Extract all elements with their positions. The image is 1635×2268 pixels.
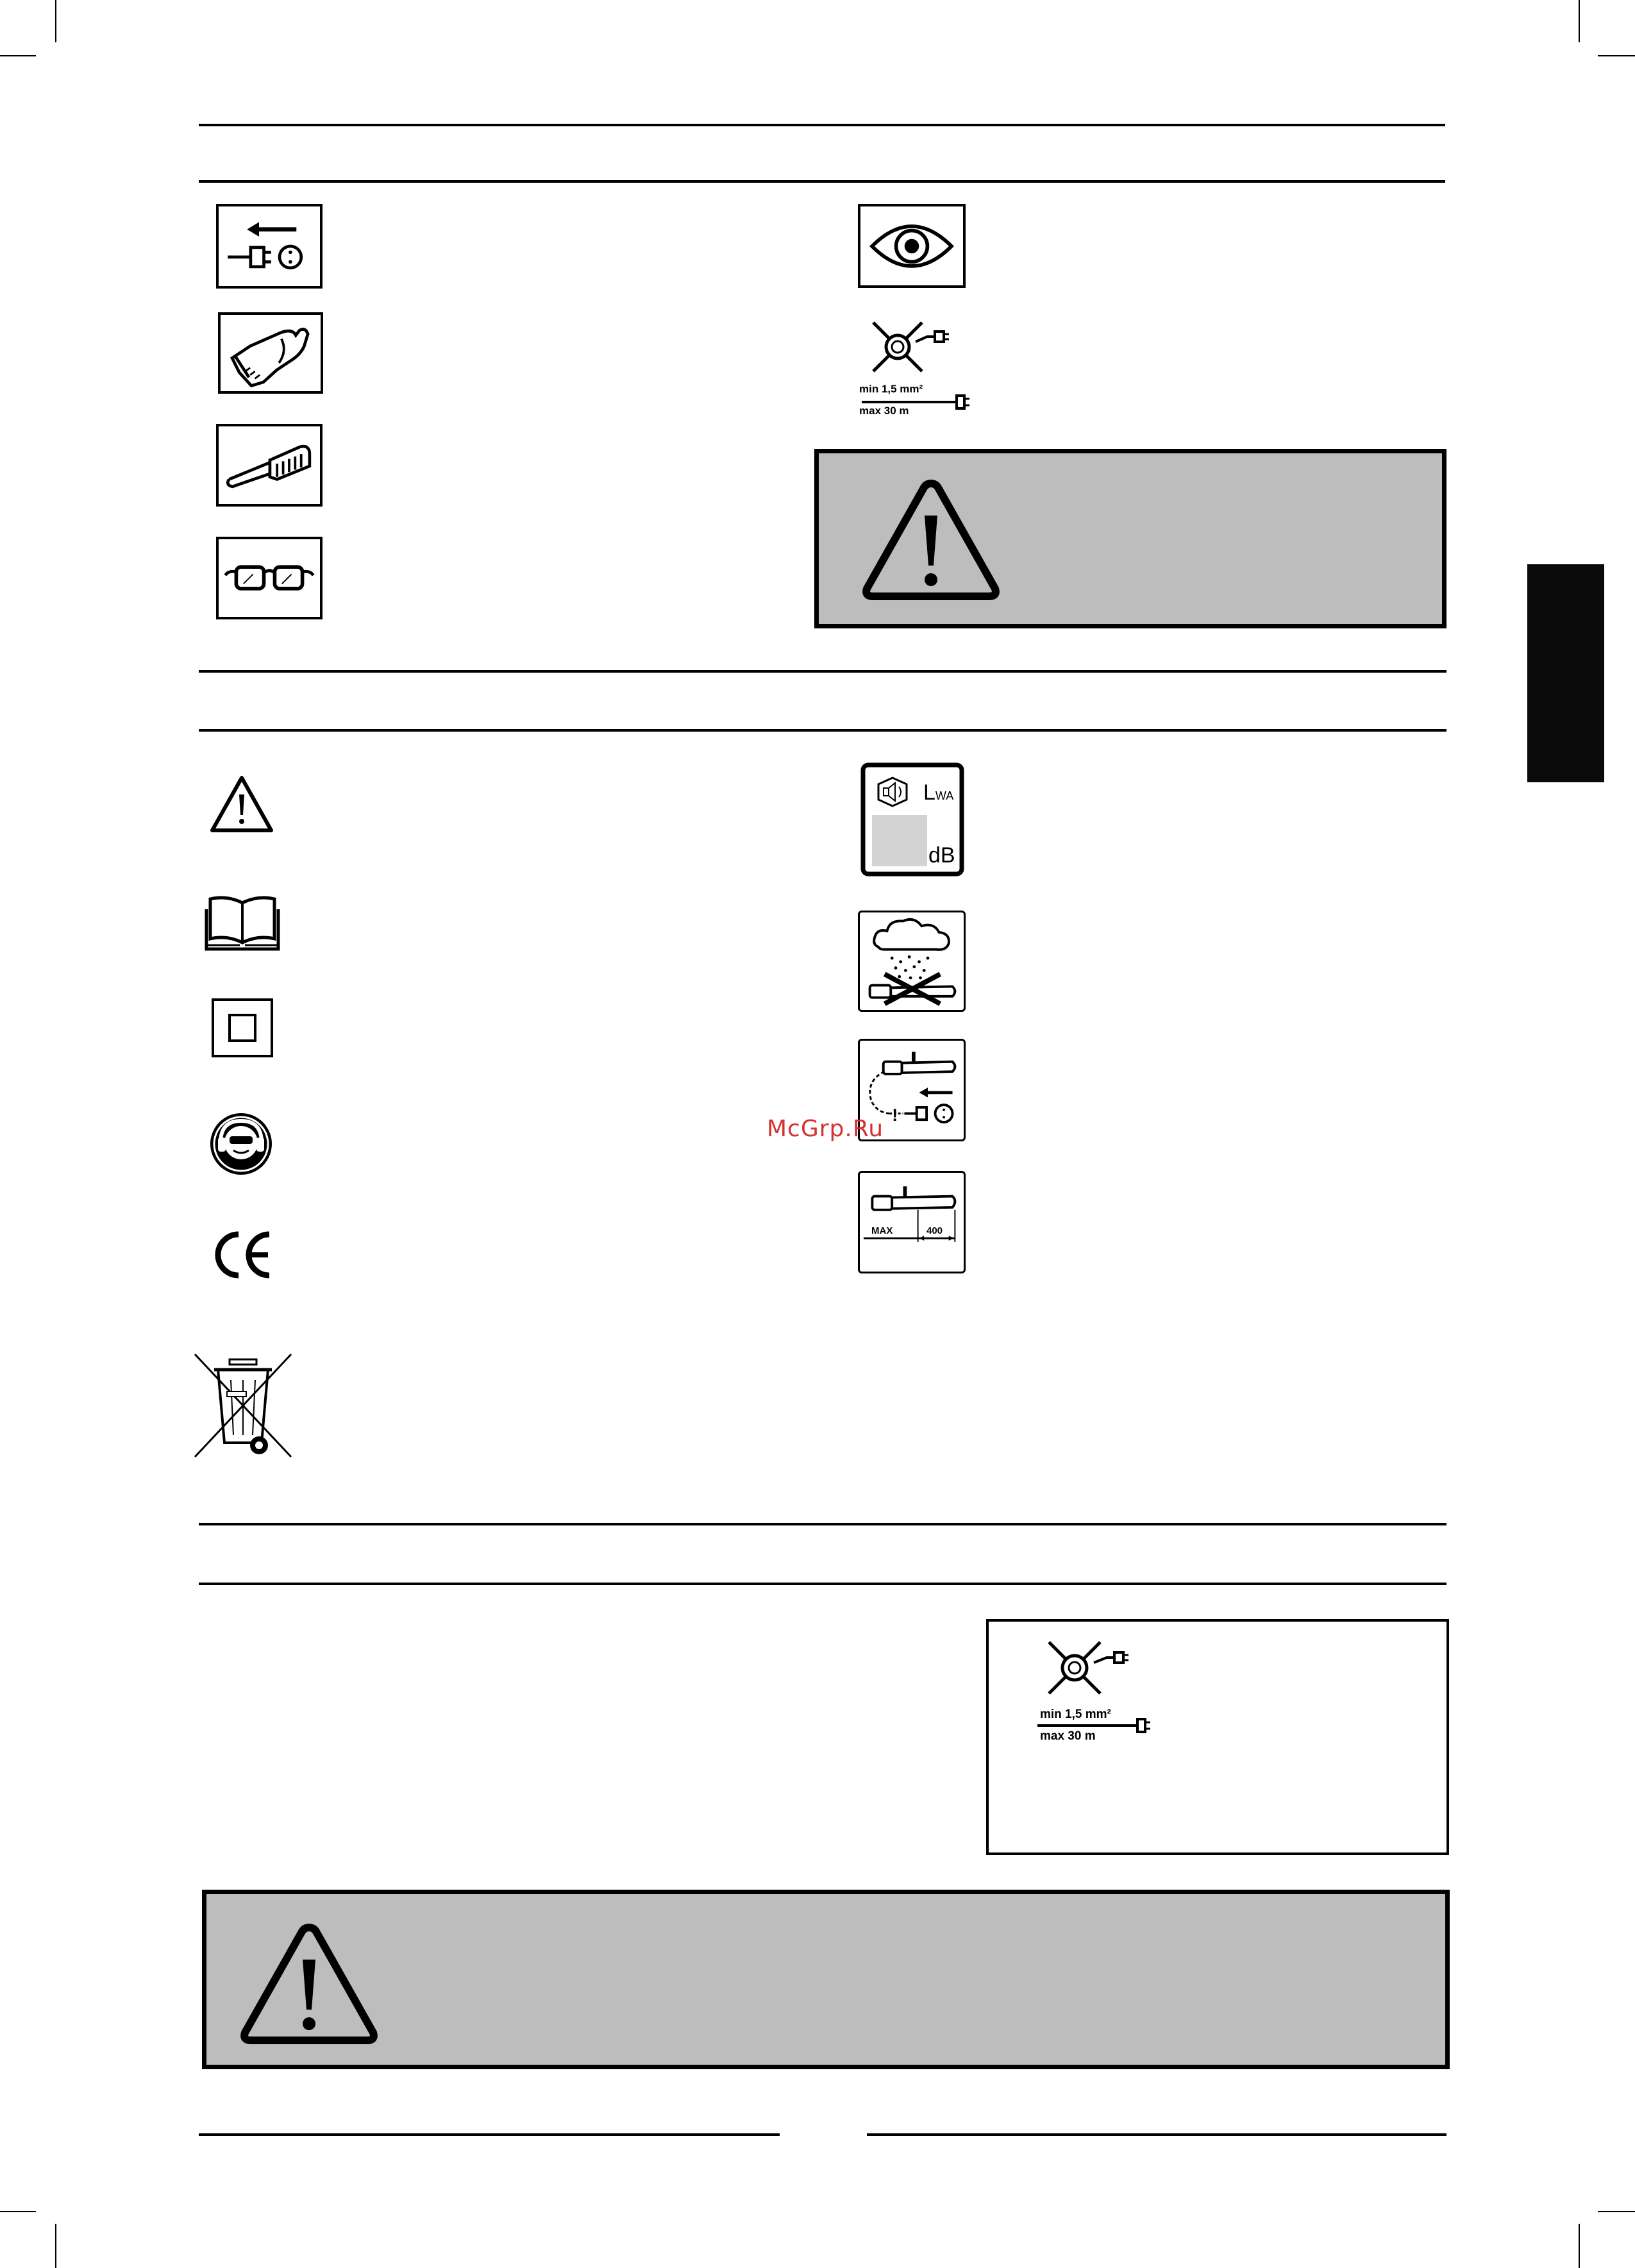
language-tab bbox=[1527, 564, 1604, 782]
noise-unit: dB bbox=[928, 843, 955, 868]
section-rule-lower-1 bbox=[199, 1523, 1446, 1525]
cable-spec-box bbox=[986, 1619, 1449, 1855]
noise-lwa-main: L bbox=[923, 780, 935, 805]
hearing-eye-protection-icon bbox=[206, 1111, 276, 1177]
section-rule-top-2 bbox=[199, 180, 1445, 183]
footer-rule-right bbox=[867, 2133, 1446, 2136]
eye-icon bbox=[858, 204, 966, 288]
cable-spec-cross-section-large: min 1,5 mm² bbox=[1040, 1708, 1111, 1721]
cable-crossed-icon bbox=[857, 311, 972, 419]
crop-mark bbox=[0, 55, 36, 56]
glove-icon bbox=[218, 312, 323, 394]
rain-protection-icon bbox=[858, 911, 966, 1012]
double-insulation-icon bbox=[210, 997, 274, 1059]
cable-spec-cross-section: min 1,5 mm² bbox=[859, 383, 923, 395]
plug-arrow-icon bbox=[216, 204, 323, 289]
warning-triangle-icon-bottom bbox=[239, 1920, 380, 2048]
bar-label-max: MAX bbox=[871, 1225, 893, 1236]
warning-box-bottom bbox=[202, 1890, 1450, 2069]
ce-mark-icon bbox=[210, 1228, 274, 1282]
crop-mark bbox=[55, 0, 56, 42]
section-rule-top-1 bbox=[199, 124, 1445, 126]
noise-lwa-sub: WA bbox=[935, 789, 954, 802]
crop-mark bbox=[1598, 2211, 1635, 2212]
crop-mark bbox=[1598, 55, 1635, 56]
crop-mark bbox=[1579, 2224, 1580, 2268]
weee-bin-icon bbox=[191, 1352, 295, 1461]
svg-text:!: ! bbox=[892, 1105, 898, 1125]
crop-mark bbox=[55, 2224, 56, 2268]
bar-label-length: 400 bbox=[927, 1225, 943, 1236]
crop-mark bbox=[1579, 0, 1580, 42]
brush-icon bbox=[216, 424, 323, 507]
noise-level-label bbox=[860, 762, 964, 877]
section-rule-mid-1 bbox=[199, 670, 1446, 673]
watermark: McGrp.Ru bbox=[766, 1116, 884, 1142]
crop-mark bbox=[0, 2211, 36, 2212]
read-manual-icon bbox=[204, 894, 281, 953]
footer-rule-left bbox=[199, 2133, 780, 2136]
warning-triangle-small-icon bbox=[208, 774, 275, 836]
noise-lwa bbox=[923, 782, 953, 807]
section-rule-lower-2 bbox=[199, 1583, 1446, 1585]
goggles-icon bbox=[216, 537, 323, 619]
warning-box-top bbox=[814, 449, 1446, 628]
section-rule-mid-2 bbox=[199, 729, 1446, 732]
warning-triangle-icon bbox=[860, 476, 1002, 604]
cable-spec-length: max 30 m bbox=[859, 405, 909, 417]
cable-spec-length-large: max 30 m bbox=[1040, 1729, 1096, 1743]
max-bar-length-icon bbox=[858, 1171, 966, 1273]
